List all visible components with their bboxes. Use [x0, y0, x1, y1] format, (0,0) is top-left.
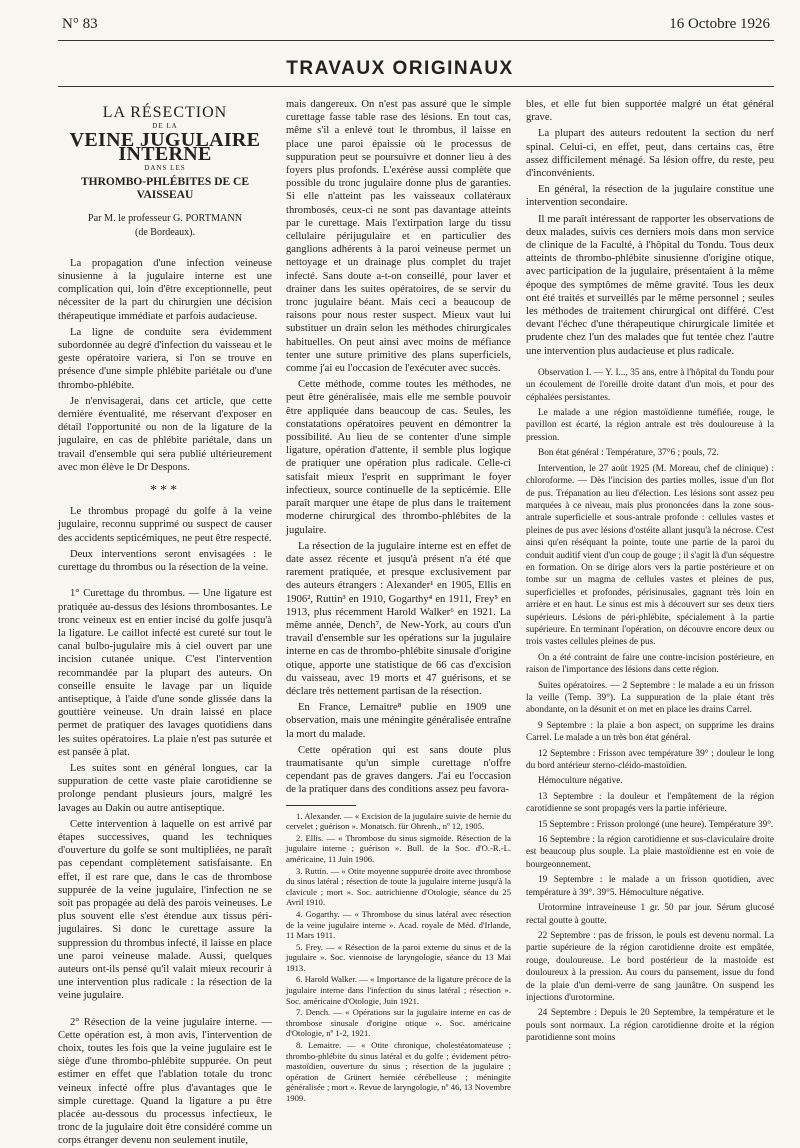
section-rule [58, 86, 774, 87]
footnote: 5. Frey. — « Résection de la paroi externe du sinus et de la jugulaire ». Soc. viennoise de laryngologie, séance du 13 Mai 1913. [286, 941, 511, 973]
observation-paragraph: 15 Septembre : Frisson prolongé (une heure). Température 39°. [538, 819, 774, 830]
paragraph: En général, la résection de la jugulaire constitue une intervention secondaire. [526, 184, 774, 209]
paragraph: 1° Curettage du thrombus. — Une ligature est pratiquée au-dessus des lésions thrombosantes. Le tronc veineux est en entier incisé du golfe jusqu'à la ligature. Le caillot infecté est cureté sur tout le canal bulbo-jugulaire mis à ciel ouvert par une incision cutanée unique. C'est l'intervention recommandée par la plupart des auteurs. On conseille ensuite le lavage par un liquide antiseptique, à l'aide d'une sonde glissée dans la gouttière veineuse. Un drain laissé en place permet de pratiquer des lavages quotidiens dans les suites opératoires. La plaie n'est pas suturée et est pansée à plat. [58, 588, 272, 758]
paragraph: Cette intervention à laquelle on est arrivé par étapes successives, quand les techniques d'ouverture du golfe se sont multipliées, ne paraît pas cependant complètement satisfaisante. En effet, il est rare que, dans le cas de thrombose suppurée de la veine jugulaire, l'infection ne se soit pas propagée au delà des parois veineuses. Le plus souvent elle s'est étendue aux tissus péri-jugulaires. Si donc le curettage assure la suppression du thrombus infecté, il laisse en place une paroi veineuse malade. Aussi, quelques auteurs ont-ils pensé qu'il valait mieux recourir à une intervention plus radicale : la résection de la veine jugulaire. [58, 818, 272, 1002]
issue-number: N° 83 [62, 16, 98, 32]
footnote: 2. Ellis. — « Thrombose du sinus sigmoïde. Résection de la jugulaire interne ; guérison ». Bull. de la Soc. d'O.-R.-L. américaine, 11 Juin 1906. [286, 832, 511, 864]
paragraph: La résection de la jugulaire interne est en effet de date assez récente et jusqu'à présent n'a été que rarement pratiquée, et presque exclusivement par des auteurs étrangers : Alexander¹ en 1905, Ellis en 1906², Ruttin³ en 1910, Gogarthy⁴ en 1911, Frey⁵ en 1913, plus récemment Harold Walker⁶ en 1921. La même année, Dench⁷, de New-York, au cours d'un travail d'ensemble sur les opérations sur la jugulaire interne en cas de thrombo-phlébite sinusale d'origine otique, apporte une statistique de 66 cas d'excision du vaisseau, avec 19 morts et 47 guérisons, et se déclare très nettement partisan de la résection. [286, 540, 511, 697]
header-rule [58, 40, 774, 41]
column-1 [58, 98, 272, 1147]
column-3 [526, 98, 774, 1073]
paragraph: bles, et elle fut bien supportée malgré un état général grave. [526, 99, 774, 124]
title-line: THROMBO-PHLÉBITES DE CE VAISSEAU [80, 176, 250, 202]
issue-date: 16 Octobre 1926 [669, 16, 770, 32]
observation-paragraph: Hémoculture négative. [538, 776, 623, 787]
paragraph: mais dangereux. On n'est pas assuré que le simple curettage fasse table rase des lésions. En tout cas, même s'il a enlevé tout le thrombus, il laisse en place une paroi épaissie où le processus de suppuration peut se poursuivre et donner lieu à des foyers plus profonds. L'exérèse aussi complète que possible du tronc jugulaire donne plus de garanties. Si elle n'atteint pas les vaisseaux collatéraux thrombosés, ceux-ci ne sont pas davantage atteints par le curettage. Mais l'extirpation large du tissu cellulaire périjugulaire et en particulier des ganglions adhérents à la paroi veineuse permet un nettoyage et un drainage plus complet du trajet infecté. Sans doute a-t-on conseillé, pour laver et drainer dans les suites opératoires, de se servir du tronc jugulaire béant. Mais ceci a beaucoup de raisons pour nous rester suspect. Mieux vaut lui substituer un drain selon les méthodes chirurgicales habituelles. On peut ainsi avec moins de méfiance tenter une suture primitive des plans superficiels, comme j'ai eu l'occasion de l'exécuter avec succès. [286, 99, 511, 375]
observation-paragraph: 16 Septembre : la région carotidienne et sus-claviculaire droite est beaucoup plus souple. La plaie mastoïdienne est en voie de bourgeonnement. [526, 835, 774, 870]
title-line: VEINE JUGULAIRE INTERNE [69, 129, 261, 165]
paragraph: La plupart des auteurs redoutent la section du nerf spinal. Celui-ci, en effet, peut, dans certains cas, être assez difficilement ménagé. Sa lésion offre, du reste, peu d'inconvénients. [526, 128, 774, 180]
paragraph: Deux interventions seront envisagées : le curettage du thrombus ou la résection de la veine. [58, 548, 272, 574]
column-2 [286, 98, 511, 1103]
case-observation [526, 367, 774, 1045]
section-separator: *** [150, 483, 180, 499]
byline: Par M. le professeur G. PORTMANN [87, 213, 243, 225]
article-title [58, 106, 272, 239]
section-title: TRAVAUX ORIGINAUX [286, 58, 514, 79]
observation-paragraph: Urotormine intraveineuse 1 gr. 50 par jour. Sérum glucosé rectal goutte à goutte. [526, 903, 774, 926]
observation-paragraph: 22 Septembre : pas de frisson, le pouls est devenu normal. La partie supérieure de la région carotidienne droite est empâtée, rouge, douloureuse. Le bord postérieur de la mastoïde est douloureux à la pression. Au cours du pansement, issue du fond de la plaie d'un demi-verre de sang jaunâtre. On suspend les injections d'urotormine. [526, 930, 774, 1003]
paragraph: La ligne de conduite sera évidemment subordonnée au degré d'infection du vaisseau et le geste opératoire variera, si l'on se trouve en présence d'une simple phlébite pariétale ou d'une thrombo-phlébite. [58, 326, 272, 391]
observation-paragraph: On a été contraint de faire une contre-incision postérieure, en raison de l'importance des lésions dans cette région. [526, 652, 774, 676]
footnote: 1. Alexander. — « Excision de la jugulaire suivie de hernie du cervelet ; guérison ». Monatsch. für Ohrenh., nº 12, 1905. [286, 810, 511, 832]
title-line: LA RÉSECTION [102, 104, 228, 121]
footnote: 7. Dench. — « Opérations sur la jugulaire interne en cas de thrombose sinusale d'origine otique ». Soc. américaine d'Otologie, nº 1-2, 1921. [286, 1007, 511, 1039]
footnote: 6. Harold Walker. — « Importance de la ligature précoce de la jugulaire interne dans l'infection du sinus latéral ; résection ». Soc. américaine d'Otologie, Juin 1921. [286, 974, 511, 1006]
paragraph: Cette opération qui est sans doute plus traumatisante qu'un simple curettage n'offre cependant pas de graves dangers. J'ai eu l'occasion de la pratiquer dans des conditions assez peu favora- [286, 744, 511, 796]
title-line: DE LA [152, 122, 178, 131]
paragraph: La propagation d'une infection veineuse sinusienne à la jugulaire interne est une complication qui, loin d'être exceptionnelle, peut nécessiter de la part du chirurgien une décision thérapeutique immédiate et parfois audacieuse. [58, 257, 272, 322]
observation-paragraph: 12 Septembre : Frisson avec température 39° ; douleur le long du bord antérieur sterno-cléido-mastoïdien. [526, 748, 774, 772]
affiliation: (de Bordeaux). [135, 226, 195, 238]
paragraph: Le thrombus propagé du golfe à la veine jugulaire, reconnu supprimé ou suspect de causer des accidents septicémiques, ne peut être respecté. [58, 506, 272, 544]
observation-paragraph: 24 Septembre : Depuis le 20 Septembre, la température et le pouls sont normaux. La région carotidienne droite et la région parotidienne sont moins [526, 1008, 774, 1044]
observation-paragraph: 13 Septembre : la douleur et l'empâtement de la région carotidienne se sont propagés vers la partie inférieure. [526, 791, 774, 815]
paragraph: 2° Résection de la veine jugulaire interne. — Cette opération est, à mon avis, l'intervention de choix, toutes les fois que la veine jugulaire est le siège d'une thrombo-phlébite suppurée. On peut estimer en effet que l'ablation totale du tronc veineux infecté offre plus d'avantages que le simple curettage. Quand la ligature a pu être placée au-dessous du processus infectieux, le tronc de la jugulaire doit être considéré comme un corps étranger devenu non seulement inutile, [58, 1016, 272, 1147]
observation-paragraph: Suites opératoires. — 2 Septembre : le malade a eu un frisson la veille (Temp. 39°). La suppuration de la plaie étant très abondante, on la désunit et on met en place les drains Carrel. [526, 680, 774, 716]
paragraph: En France, Lemaitre⁸ publie en 1909 une observation, mais une méningite généralisée entraîne la mort du malade. [286, 702, 511, 740]
paragraph: Il me paraît intéressant de rapporter les observations de deux malades, suivis ces derniers mois dans mon service de clinique de la Faculté, à l'hôpital du Tondu. Tous deux atteints de thrombo-phlébite sinusienne d'origine otique, avec participation de la jugulaire, présentaient à la même époque des symptômes de même gravité. Tous les deux ont été traités et surveillés par le même personnel ; seules les méthodes de traitement chirurgical ont différé. C'est devant l'échec d'une thérapeutique chirurgicale limitée et prudente chez l'un des malades que fut tentée chez l'autre une intervention plus audacieuse et plus radicale. [526, 213, 774, 357]
paragraph: Je n'envisagerai, dans cet article, que cette dernière éventualité, me réservant d'exposer en détail l'opportunité ou non de la ligature de la jugulaire, en cas de phlébite pariétale, dans un travail d'ensemble qui sera publié ultérieurement avec mon élève le Dr Despons. [58, 395, 272, 473]
footnote-rule [286, 805, 356, 806]
footnote: 3. Ruttin. — « Otite moyenne suppurée droite avec thrombose du sinus latéral ; résection de toute la jugulaire interne jusqu'à la clavicule ; mort ». Soc. autrichienne d'Otologie, séance du 25 Avril 1910. [286, 865, 511, 908]
observation-paragraph: 9 Septembre : la plaie a bon aspect, on supprime les drains Carrel. Le malade a un très bon état général. [526, 720, 774, 744]
footnote: 4. Gogarthy. — « Thrombose du sinus latéral avec résection de la veine jugulaire interne ». Acad. royale de Méd. d'Irlande, 11 Mars 1911. [286, 908, 511, 941]
observation-paragraph: Bon état général : Température, 37°6 ; pouls, 72. [538, 448, 719, 459]
observation-paragraph: Intervention, le 27 août 1925 (M. Moreau, chef de clinique) : chloroforme. — Dès l'incision des parties molles, issue d'un flot de pus. Trépanation au lieu d'élection. Les lésions sont assez peu marquées à ce niveau, mais plus prononcées dans la zone sous-antrale superficielle et sous-antrale profonde : cellules vastes et pleines de pus avec lésions d'ostéite allant jusqu'à la nécrose. C'est ainsi qu'en réséquant la pointe, toute une partie de la paroi du conduit auditif vient d'un coup de gouge ; il s'agit là d'un séquestre en formation. On se dirige alors vers la partie postérieure et on tombe sur un magma de cellules vastes et pleines de pus, superficielles et profondes, périsinusales, gagnant très loin en arrière et en haut. Le sinus est mis à découvert sur ses deux tiers supérieurs. Lésions de péri-phlébite, spécialement à la partie supérieure. En terminant l'opération, on découvre encore deux ou trois vastes cellules pleines de pus. [526, 463, 774, 648]
page-header [0, 16, 800, 36]
title-line: DANS LES [144, 163, 186, 172]
observation-paragraph: Le malade a une région mastoïdienne tuméfiée, rouge, le pavillon est écarté, la région antrale est très douloureuse à la pression. [526, 408, 774, 443]
footnote: 8. Lemaitre. — « Otite chronique, cholestéatomateuse ; thrombo-phlébite du sinus latéral et du golfe ; évidement pétro-mastoïdien, ouverture du sinus ; résection de la jugulaire ; opération de Grünert herniée cérébelleuse ; méningite généralisée ; mort ». Revue de laryngologie, nº 46, 13 Novembre 1909. [286, 1040, 511, 1103]
paragraph: Cette méthode, comme toutes les méthodes, ne peut être généralisée, mais elle me semble pouvoir être appliquée dans beaucoup de cas. Seules, les constatations opératoires peuvent en démontrer la possibilité. Au lieu de se contenter d'une simple ligature, opération d'attente, il semble plus logique de pratiquer une opération plus radicale. Celle-ci satisfait mieux l'esprit en supprimant le foyer infectieux, source continuelle de la septicémie. Elle paraît marquer une étape de plus dans le traitement moderne chirurgical des thrombo-phlébites de la jugulaire. [286, 379, 511, 536]
paragraph: Les suites sont en général longues, car la suppuration de cette vaste plaie carotidienne se prolonge pendant plusieurs jours, malgré les lavages au Dakin ou autre antiseptique. [58, 762, 272, 814]
observation-paragraph: 19 Septembre : le malade a un frisson quotidien, avec température à 39°. 39°5. Hémoculture négative. [526, 875, 774, 898]
observation-paragraph: Observation I. — Y. I..., 35 ans, entre à l'hôpital du Tondu pour un écoulement de l'oreille droite datant d'un mois, et pour des céphalées persistantes. [526, 367, 774, 403]
